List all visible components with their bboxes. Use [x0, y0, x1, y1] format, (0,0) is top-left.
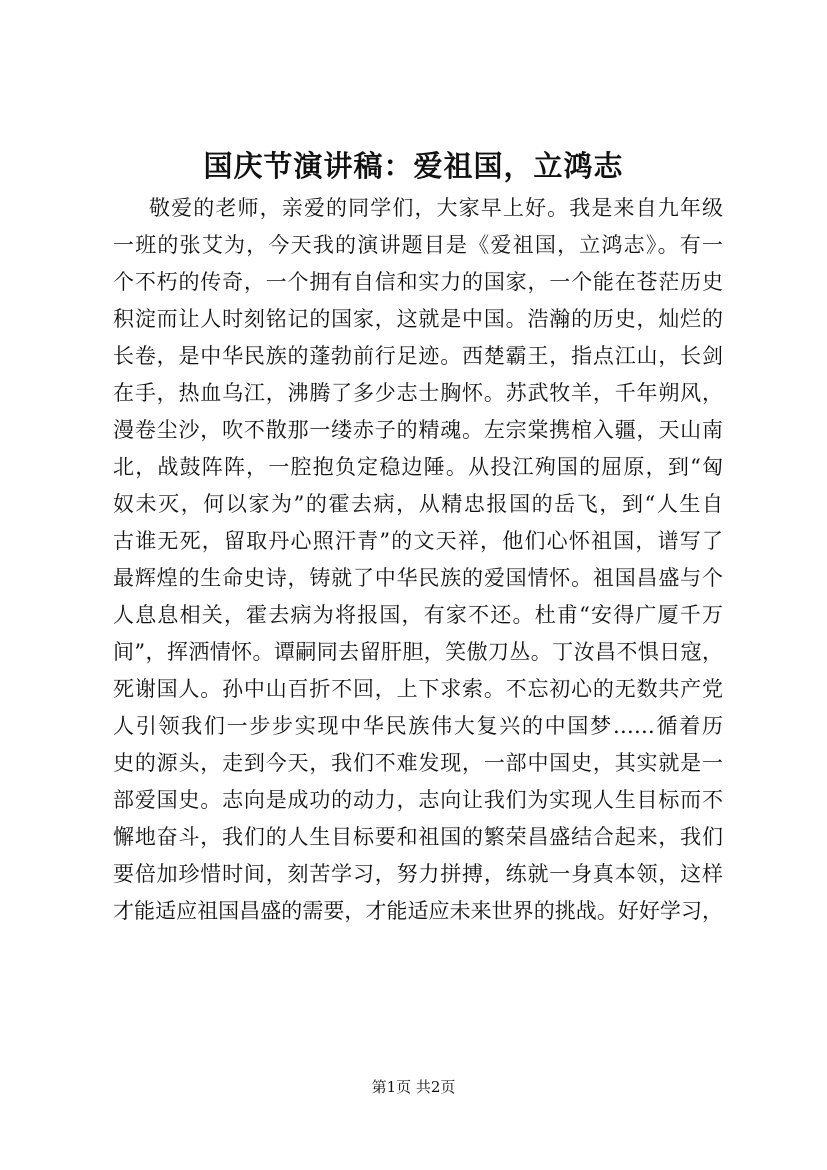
body-line: 在手，热血乌江，沸腾了多少志士胸怀。苏武牧羊，千年朔风， — [113, 381, 723, 405]
body-line: 史的源头，走到今天，我们不难发现，一部中国史，其实就是一 — [113, 751, 723, 775]
body-line: 要倍加珍惜时间，刻苦学习，努力拼搏，练就一身真本领，这样 — [113, 862, 723, 886]
body-line: 死谢国人。孙中山百折不回，上下求索。不忘初心的无数共产党 — [113, 677, 723, 701]
body-line: 北，战鼓阵阵，一腔抱负定稳边陲。从投江殉国的屈原，到“匈 — [113, 455, 723, 479]
body-line: 间”，挥洒情怀。谭嗣同去留肝胆，笑傲刀丛。丁汝昌不惧日寇， — [113, 640, 723, 664]
document-body — [113, 190, 723, 930]
body-line: 敬爱的老师，亲爱的同学们，大家早上好。我是来自九年级 — [149, 196, 723, 220]
body-line: 才能适应祖国昌盛的需要，才能适应未来世界的挑战。好好学习， — [113, 899, 723, 923]
body-line: 奴未灭，何以家为”的霍去病，从精忠报国的岳飞，到“人生自 — [113, 492, 723, 516]
body-line: 最辉煌的生命史诗，铸就了中华民族的爱国情怀。祖国昌盛与个 — [113, 566, 723, 590]
document-title: 国庆节演讲稿：爱祖国，立鸿志 — [203, 149, 624, 183]
body-line: 古谁无死，留取丹心照汗青”的文天祥，他们心怀祖国，谱写了 — [113, 529, 723, 553]
body-line: 人息息相关，霍去病为将报国，有家不还。杜甫“安得广厦千万 — [113, 603, 723, 627]
body-line: 人引领我们一步步实现中华民族伟大复兴的中国梦……循着历 — [113, 714, 723, 738]
body-line: 个不朽的传奇，一个拥有自信和实力的国家，一个能在苍茫历史 — [113, 270, 723, 294]
body-line: 一班的张艾为，今天我的演讲题目是《爱祖国，立鸿志》。有一 — [113, 233, 723, 257]
body-line: 长卷，是中华民族的蓬勃前行足迹。西楚霸王，指点江山，长剑 — [113, 344, 723, 368]
body-line: 部爱国史。志向是成功的动力，志向让我们为实现人生目标而不 — [113, 788, 723, 812]
body-line: 积淀而让人时刻铭记的国家，这就是中国。浩瀚的历史，灿烂的 — [113, 307, 723, 331]
body-line: 漫卷尘沙，吹不散那一缕赤子的精魂。左宗棠携棺入疆，天山南 — [113, 418, 723, 442]
page-number-footer: 第1页 共2页 — [371, 1078, 456, 1096]
body-line: 懈地奋斗，我们的人生目标要和祖国的繁荣昌盛结合起来，我们 — [113, 825, 723, 849]
